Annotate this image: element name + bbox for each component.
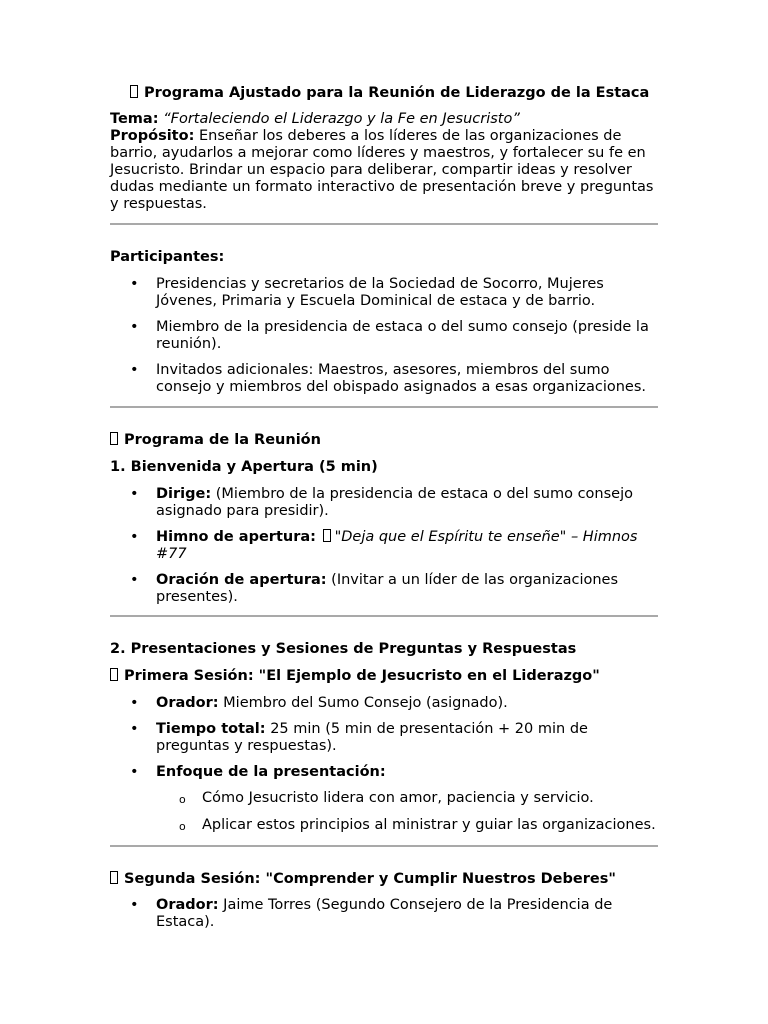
segunda-sesion-list xyxy=(110,897,658,931)
list-item: • Orador: Jaime Torres (Segundo Consejero de la Presidencia de Estaca). xyxy=(110,897,658,931)
bienvenida-list xyxy=(110,486,658,606)
missing-glyph-icon xyxy=(323,529,331,542)
sesiones-heading: 2. Presentaciones y Sesiones de Preguntas y Respuestas xyxy=(110,641,577,657)
dirige-label: Dirige: xyxy=(156,486,212,502)
participantes-list xyxy=(110,276,658,396)
list-item xyxy=(110,486,658,520)
segunda-sesion-section xyxy=(110,871,658,931)
sublist-item: o Cómo Jesucristo lidera con amor, paciencia y servicio. xyxy=(110,790,658,807)
divider xyxy=(110,615,658,617)
list-item: • Himno de apertura: "Deja que el Espíritu te enseñe" – Himnos #77 xyxy=(110,529,658,563)
himno-ref: – Himnos #77 xyxy=(156,529,638,562)
missing-glyph-icon xyxy=(110,668,118,681)
oracion-label: Oración de apertura: xyxy=(156,572,327,588)
list-item: • Tiempo total: 25 min (5 min de presentación + 20 min de preguntas y respuestas). xyxy=(110,721,658,755)
list-item: • Presidencias y secretarios de la Sociedad de Socorro, Mujeres Jóvenes, Primaria y Escuela Dominical de estaca y de barrio. xyxy=(110,276,658,310)
sublist-item: o Aplicar estos principios al ministrar y guiar las organizaciones. xyxy=(110,817,658,834)
divider xyxy=(110,406,658,408)
dirige-value: (Miembro de la presidencia de estaca o del sumo consejo asignado para presidir). xyxy=(156,486,633,519)
tema-label: Tema: xyxy=(110,111,159,127)
missing-glyph-icon xyxy=(110,871,118,884)
list-item: • Orador: Miembro del Sumo Consejo (asignado). xyxy=(110,695,658,712)
divider xyxy=(110,223,658,225)
himno-title: Deja que el Espíritu te enseñe xyxy=(341,529,560,545)
primera-sesion-list xyxy=(110,695,658,781)
programa-heading: Programa de la Reunión xyxy=(110,432,658,449)
participantes-section xyxy=(110,249,658,396)
list-item: • Enfoque de la presentación: xyxy=(110,764,658,781)
tema-value: “Fortaleciendo el Liderazgo y la Fe en Jesucristo” xyxy=(163,111,520,127)
sesiones-section xyxy=(110,641,658,834)
proposito-paragraph xyxy=(110,128,658,213)
himno-label: Himno de apertura: xyxy=(156,529,316,545)
document-title: Programa Ajustado para la Reunión de Liderazgo de la Estaca xyxy=(130,85,660,102)
participantes-heading: Participantes: xyxy=(110,249,225,265)
divider xyxy=(110,845,658,847)
missing-glyph-icon xyxy=(110,432,118,445)
programa-section xyxy=(110,432,658,606)
intro-block xyxy=(110,111,658,213)
bienvenida-heading: 1. Bienvenida y Apertura (5 min) xyxy=(110,459,378,475)
oracion-value: (Invitar a un líder de las organizaciones presentes). xyxy=(156,572,619,605)
list-item xyxy=(110,572,658,606)
proposito-value: Enseñar los deberes a los líderes de las organizaciones de barrio, ayudarlos a mejorar como líderes y maestros, y fortalecer su fe en Jesucristo. Brindar un espacio para deliberar, compartir ideas y resolver dudas mediante un formato interactivo de presentación breve y preguntas y respuestas. xyxy=(110,128,654,212)
proposito-label: Propósito: xyxy=(110,128,195,144)
tema-line xyxy=(110,111,658,128)
enfoque-sublist xyxy=(110,790,658,834)
list-item: • Miembro de la presidencia de estaca o del sumo consejo (preside la reunión). xyxy=(110,319,658,353)
missing-glyph-icon xyxy=(130,85,138,98)
primera-sesion-heading: Primera Sesión: "El Ejemplo de Jesucristo en el Liderazgo" xyxy=(110,668,658,685)
segunda-sesion-heading: Segunda Sesión: "Comprender y Cumplir Nuestros Deberes" xyxy=(110,871,658,888)
list-item: • Invitados adicionales: Maestros, asesores, miembros del sumo consejo y miembros del obispado asignados a esas organizaciones. xyxy=(110,362,658,396)
